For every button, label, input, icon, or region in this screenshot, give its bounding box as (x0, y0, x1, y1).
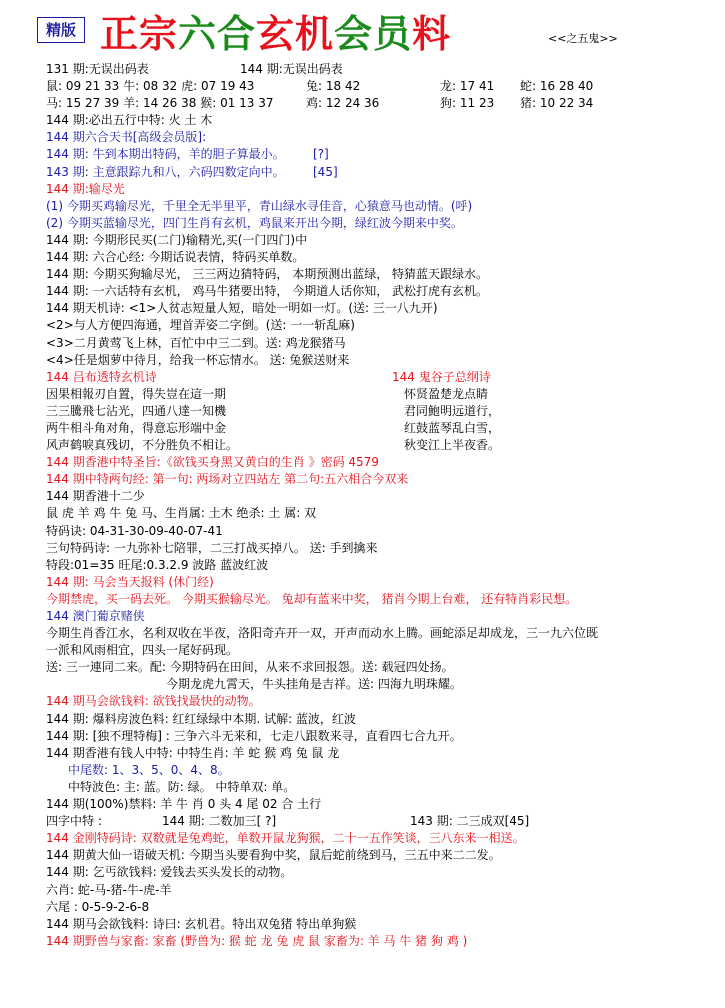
text-line (46, 659, 716, 676)
text-segment: 144 澳门葡京赌侠 (46, 609, 145, 623)
text-line (46, 249, 716, 266)
text-segment: (2) 今期买蓝输尽光，四门生肖有玄机，鸡鼠来开出今期，绿红波今期来中奖。 (46, 215, 463, 230)
text-line (46, 745, 716, 762)
text-segment: 144 期香港十二少 (46, 489, 145, 504)
text-segment: 两牛相斗角对角，得意忘形端中金 (46, 420, 227, 435)
text-segment: 144 期: 二数加三[ ?] (162, 814, 277, 829)
text-line (46, 198, 716, 215)
text-segment: 蛇: 16 28 40 (520, 79, 594, 94)
text-segment: 144 期黄大仙一语破天机: 今期当头要看狗中奖，鼠后蛇前绕到马，三五中来二二发。 (46, 848, 501, 863)
text-line (46, 693, 716, 710)
text-line (46, 266, 716, 283)
text-segment: 144 鬼谷子总纲诗 (392, 369, 491, 384)
edition-badge: 精版 (37, 17, 85, 43)
text-line (46, 540, 716, 557)
title-part: 六合 (178, 11, 257, 56)
text-segment: 143 期: 主意跟踪九和八，六码四数定向中。 (46, 164, 285, 179)
text-segment: 144 金刚特码诗: 双数就是兔鸡蛇，单数开鼠龙狗猴，二十一五作笑谈，三八东来一相送。 (46, 831, 525, 846)
text-line (46, 283, 716, 300)
text-segment: [?] (313, 147, 329, 162)
text-line (46, 181, 716, 198)
text-segment: 中特波色: 主: 蓝。防: 绿。 中特单双: 单。 (68, 779, 296, 794)
text-line (46, 369, 716, 386)
text-line (46, 847, 716, 864)
text-segment: 144 期: 爆料房波色料: 红红绿绿中本期. 试解: 蓝波，红波 (46, 711, 356, 726)
title-part: 料 (412, 11, 452, 56)
text-segment: 秋变江上半夜香。 (404, 438, 501, 453)
text-line (46, 317, 716, 334)
text-line (46, 505, 716, 522)
text-segment: 今期龙虎九霄天，牛头挂角是吉祥。送: 四海九明珠耀。 (166, 677, 462, 692)
text-line (46, 864, 716, 881)
text-segment: 中尾数: 1、3、5、0、4、8。 (68, 762, 230, 777)
text-segment: <3>二月黄莺飞上林，百忙中中三二到。送: 鸡龙猴猪马 (46, 335, 346, 350)
text-segment: 今期生肖香江水，名利双收在半夜，洛阳奇卉开一双，开声而动水上腾。画蛇添足却成龙，三一九六位既 (46, 626, 599, 641)
text-segment: 君同鮑明远道行， (404, 403, 501, 418)
text-line (46, 437, 716, 454)
text-line (46, 882, 716, 899)
text-line (46, 403, 716, 420)
text-line (46, 232, 716, 249)
text-segment: 144 期天机诗: <1>人贫志短量人短，暗处一明如一灯。(送: 三一八九开) (46, 301, 438, 316)
text-line (46, 642, 716, 659)
text-segment: <2>与人方便四海通，埋首弄姿二字倒。(送: 一一斩乱麻) (46, 318, 355, 333)
text-segment: 兔: 18 42 (306, 79, 361, 94)
text-segment: 144 期马会欲钱料: 欲钱找最快的动物。 (46, 694, 261, 709)
title-part: 玄机 (256, 11, 335, 56)
text-segment: 特段:01=35 旺尾:0.3.2.9 波路 蓝波红波 (46, 557, 269, 572)
text-line (46, 933, 716, 950)
text-line (46, 574, 716, 591)
text-line (46, 129, 716, 146)
document-body (46, 61, 716, 950)
text-segment: 特码诀: 04-31-30-09-40-07-41 (46, 523, 223, 538)
text-line (46, 676, 716, 693)
text-segment: (1) 今期买鸡输尽光，千里全无半里平，青山绿水寻佳音，心猿意马也动情。(呼) (46, 198, 473, 213)
text-segment: 144 期六合天书[高级会员版]: (46, 130, 207, 145)
text-segment: 四字中特 : (46, 814, 102, 829)
text-segment: 因果相報刃自置，得失豈在這一期 (46, 386, 227, 401)
page-header (0, 0, 725, 62)
text-segment: 144 期中特两句经: 第一句: 两场对立四站左 第二句:五六相合今双来 (46, 472, 409, 487)
page-title (100, 3, 451, 58)
text-line (46, 335, 716, 352)
text-segment: 144 期:必出五行中特: 火 土 木 (46, 113, 213, 128)
text-line (46, 916, 716, 933)
text-segment: 144 期(100%)禁料: 羊 牛 肖 0 头 4 尾 02 合 土行 (46, 797, 322, 812)
text-segment: 三句特码诗: 一九弥补七陪罪，二三打战买掉八。 送: 手到擒来 (46, 540, 378, 555)
text-segment: 144 期: 一六话特有玄机， 鸡马牛猪要出特， 今期道人话你知， 武松打虎有玄机。 (46, 284, 489, 299)
text-line (46, 813, 716, 830)
text-line (46, 523, 716, 540)
text-segment: 龙: 17 41 (440, 79, 495, 94)
text-segment: 怀贤盈楚龙点睛 (404, 386, 489, 401)
text-segment: 狗: 11 23 (440, 96, 495, 111)
text-line (46, 728, 716, 745)
text-segment: 144 期: 今期形民买(二门)输精光,买(一门四门)中 (46, 232, 308, 247)
text-segment: 鼠: 09 21 33 牛: 08 32 虎: 07 19 43 (46, 79, 255, 94)
title-part: 正宗 (100, 11, 179, 56)
text-segment: 今期禁虎，买一码去死。 今期买猴输尽光。 兔却有蓝来中奖， 猪肖今期上台难， 还有特肖彩民想。 (46, 591, 578, 606)
text-line (46, 164, 716, 181)
text-line (46, 625, 716, 642)
text-segment: 144 期: 乞丐欲钱料: 爱钱去买头发长的动物。 (46, 865, 293, 880)
text-line (46, 471, 716, 488)
text-segment: 三三騰飛七沾光，四通八達一知機 (46, 403, 227, 418)
text-line (46, 454, 716, 471)
page-subtitle: <<之五鬼>> (548, 32, 618, 45)
text-line (46, 386, 716, 403)
text-line (46, 762, 716, 779)
text-segment: 144 期马会欲钱料: 诗曰: 玄机君。特出双兔猪 特出单狗猴 (46, 916, 357, 931)
text-segment: 六尾 : 0-5-9-2-6-8 (46, 899, 150, 914)
text-line (46, 796, 716, 813)
text-segment: 送: 三一連同二来。配: 今期特码在田间，从来不求回报怨。送: 载冠四处扬。 (46, 660, 454, 675)
text-segment: 红鼓蓝琴乱白雪， (404, 420, 501, 435)
text-line (46, 608, 716, 625)
text-line (46, 352, 716, 369)
text-line (46, 112, 716, 129)
text-segment: 鸡: 12 24 36 (306, 96, 380, 111)
text-segment: [45] (313, 164, 338, 179)
text-segment: 144 期野兽与家畜: 家畜 (野兽为: 猴 蛇 龙 兔 虎 鼠 家畜为: 羊 马 牛 猪 狗 鸡 ) (46, 933, 468, 948)
text-segment: 鼠 虎 羊 鸡 牛 兔 马、生肖属: 土木 绝杀: 土 属: 双 (46, 506, 317, 521)
text-line (46, 830, 716, 847)
text-line (46, 591, 716, 608)
text-line (46, 95, 716, 112)
text-line (46, 557, 716, 574)
text-segment: 144 期: 今期买狗输尽光， 三三两边猜特码， 本期预测出蓝绿， 特猜蓝天跟绿水。 (46, 267, 489, 282)
text-line (46, 78, 716, 95)
text-segment: 144 期香港有钱人中特: 中特生肖: 羊 蛇 猴 鸡 兔 鼠 龙 (46, 745, 340, 760)
text-segment: 144 期香港中特圣旨:《欲钱买身黑又黄白的生肖 》密码 4579 (46, 455, 379, 470)
text-line (46, 779, 716, 796)
text-segment: 144 期: 牛到本期出特码，羊的胆子算最小。 (46, 147, 285, 162)
text-segment: <4>任是烟萝中待月，给我一杯忘情水。 送: 兔猴送财来 (46, 352, 350, 367)
text-line (46, 488, 716, 505)
text-segment: 143 期: 二三成双[45] (410, 814, 530, 829)
text-line (46, 146, 716, 163)
text-segment: 风声鹤唳真残切，不分胜负不相让。 (46, 438, 239, 453)
text-segment: 144 期: [独不理特梅] : 三争六斗无来和，七走八跟数来寻，直看四七合九开。 (46, 728, 462, 743)
text-segment: 144 吕布透特玄机诗 (46, 369, 157, 384)
text-line (46, 899, 716, 916)
text-segment: 马: 15 27 39 羊: 14 26 38 猴: 01 13 37 (46, 96, 274, 111)
text-line (46, 300, 716, 317)
text-segment: 131 期:无误出码表 (46, 62, 149, 76)
title-part: 会员 (334, 11, 413, 56)
text-segment: 144 期:无误出码表 (240, 62, 343, 76)
text-segment: 六肖: 蛇-马-猪-牛-虎-羊 (46, 882, 172, 897)
text-segment: 一派和风雨相宜，四头一尾好码现。 (46, 643, 239, 658)
text-line (46, 61, 716, 78)
text-segment: 猪: 10 22 34 (520, 96, 594, 111)
text-segment: 144 期:输尽光 (46, 181, 125, 196)
text-line (46, 711, 716, 728)
text-line (46, 420, 716, 437)
text-line (46, 215, 716, 232)
text-segment: 144 期: 马会当天报料 (休门经) (46, 574, 214, 589)
text-segment: 144 期: 六合心经: 今期话说表情，特码买单数。 (46, 250, 305, 265)
